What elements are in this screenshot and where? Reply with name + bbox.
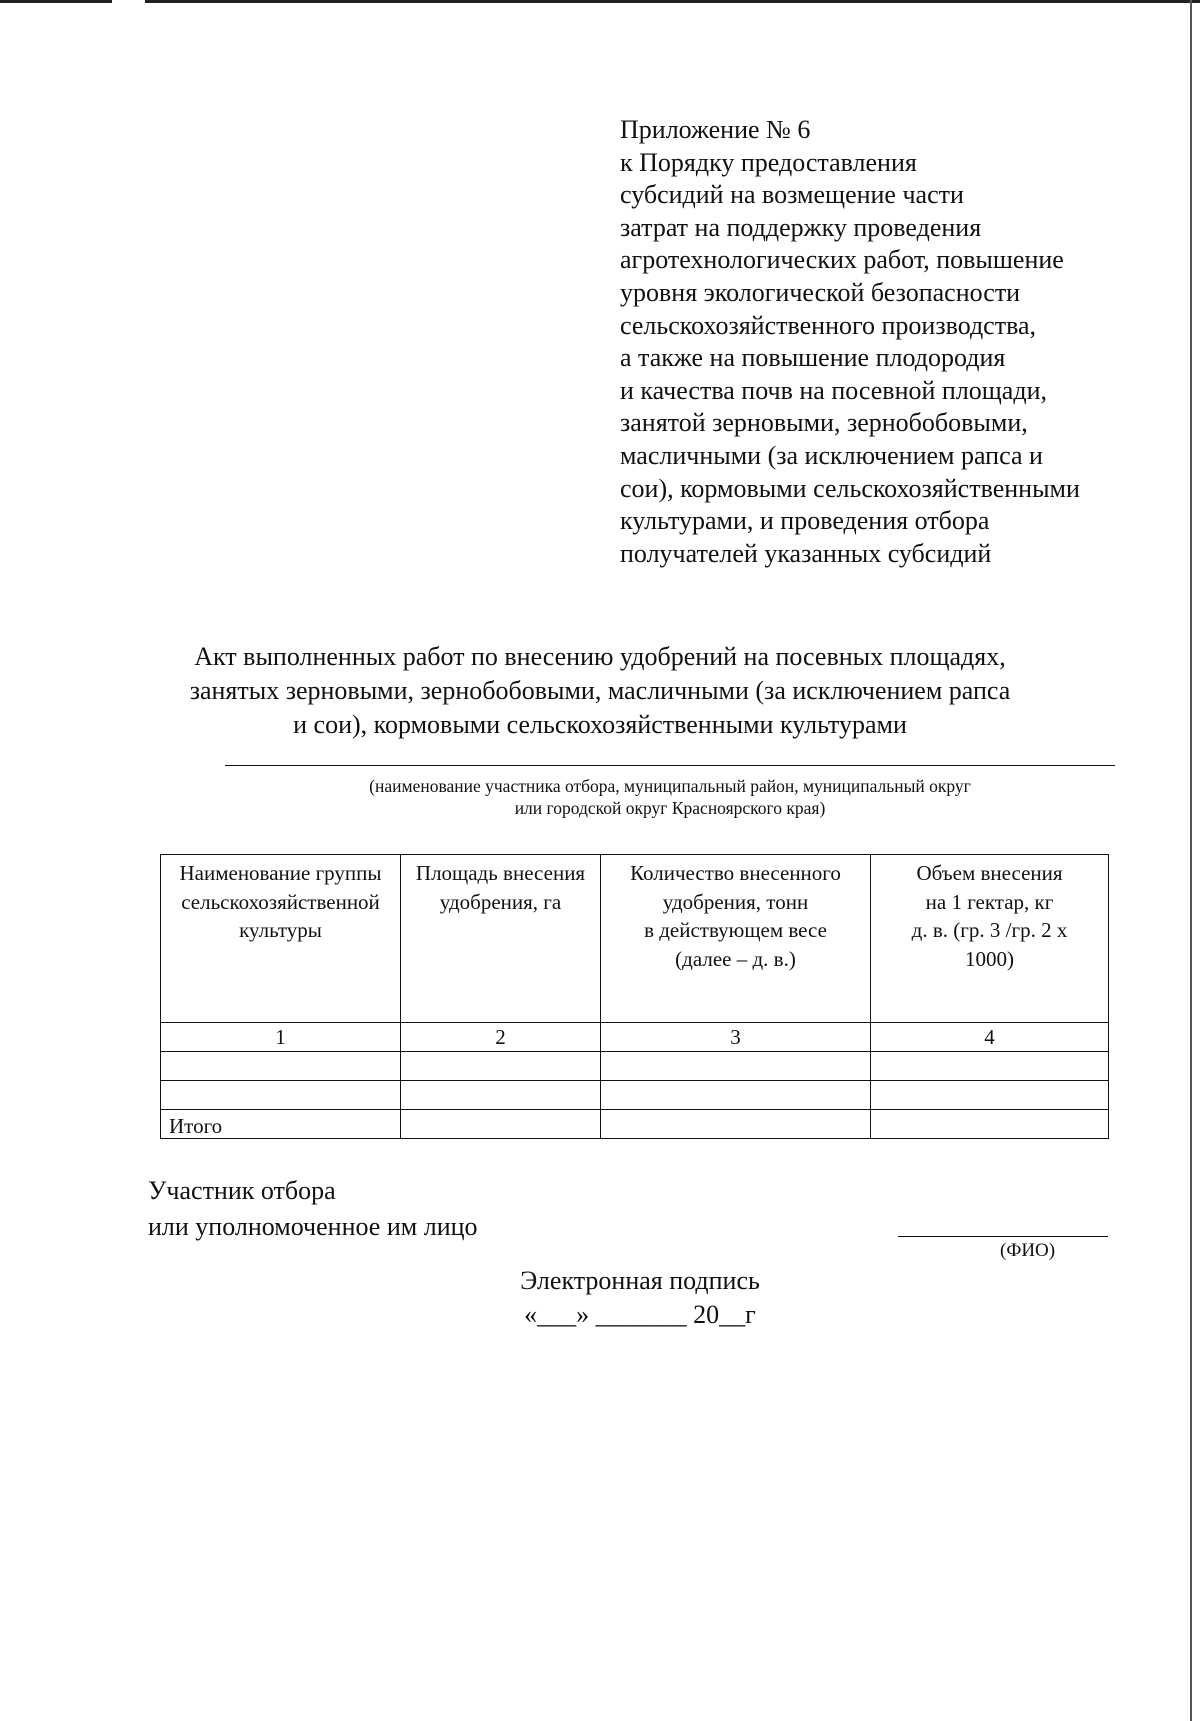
- title-line: и сои), кормовыми сельскохозяйственными культурами: [293, 710, 907, 739]
- annex-line: занятой зерновыми, зернобобовыми,: [620, 408, 1028, 438]
- table-cell[interactable]: [601, 1110, 871, 1139]
- header-line: (далее – д. в.): [675, 946, 796, 971]
- annex-line: Приложение № 6: [620, 115, 811, 144]
- annex-line: субсидий на возмещение части: [620, 180, 964, 210]
- title-line: Акт выполненных работ по внесению удобрений на посевных площадях,: [194, 642, 1006, 671]
- signer-line: Участник отбора: [148, 1176, 336, 1205]
- header-cell-quantity: [601, 855, 871, 1023]
- table-cell[interactable]: [601, 1081, 871, 1110]
- table-cell[interactable]: [401, 1081, 601, 1110]
- header-line: на 1 гектар, кг: [925, 889, 1054, 914]
- document-title: [120, 640, 1080, 742]
- annex-line: агротехнологических работ, повышение: [620, 245, 1064, 275]
- annex-line: масличными (за исключением рапса и: [620, 440, 1043, 470]
- table-header-row: [161, 855, 1109, 1023]
- header-line: в действующем весе: [644, 918, 827, 942]
- annex-line: культурами, и проведения отбора: [620, 506, 990, 536]
- fio-signature-line[interactable]: [898, 1236, 1108, 1237]
- header-cell-area: [401, 855, 601, 1023]
- table-row: [161, 1081, 1109, 1110]
- header-line: Наименование группы: [179, 861, 382, 885]
- signer-line: или уполномоченное им лицо: [148, 1212, 478, 1241]
- annex-line: получателей указанных субсидий: [620, 538, 992, 568]
- caption-line: или городской округ Красноярского края): [514, 798, 826, 818]
- header-line: Объем внесения: [916, 861, 1063, 885]
- header-line: Площадь внесения: [415, 861, 586, 885]
- header-line: д. в. (гр. 3 /гр. 2 х: [911, 918, 1068, 942]
- fertilizer-act-table: [160, 854, 1109, 1139]
- table-cell[interactable]: [871, 1081, 1109, 1110]
- scan-top-rule: [0, 0, 1200, 3]
- header-line: Количество внесенного: [630, 861, 841, 885]
- annex-line: и качества почв на посевной площади,: [620, 375, 1047, 405]
- header-line: удобрения, га: [439, 889, 562, 914]
- column-number: 3: [601, 1023, 871, 1052]
- annex-header: [620, 114, 1180, 570]
- participant-caption: [225, 775, 1115, 819]
- table-cell[interactable]: [871, 1052, 1109, 1081]
- title-line: занятых зерновыми, зернобобовыми, масличными (за исключением рапса: [189, 676, 1011, 705]
- header-cell-crop-group: [161, 855, 401, 1023]
- header-line: культуры: [239, 918, 322, 942]
- header-line: сельскохозяйственной: [181, 889, 380, 914]
- total-label: Итого: [161, 1110, 401, 1139]
- annex-line: к Порядку предоставления: [620, 147, 917, 177]
- annex-line: сои), кормовыми сельскохозяйственными: [620, 473, 1080, 503]
- table-cell[interactable]: [871, 1110, 1109, 1139]
- annex-line: сельскохозяйственного производства,: [620, 310, 1037, 340]
- table-cell[interactable]: [401, 1052, 601, 1081]
- column-number: 4: [871, 1023, 1109, 1052]
- total-row: [161, 1110, 1109, 1139]
- table-cell[interactable]: [161, 1052, 401, 1081]
- scan-right-edge: [1190, 0, 1192, 1721]
- header-cell-rate-per-hectare: [871, 855, 1109, 1023]
- table-cell[interactable]: [601, 1052, 871, 1081]
- caption-line: (наименование участника отбора, муниципальный район, муниципальный округ: [369, 776, 971, 796]
- column-number-row: [161, 1023, 1109, 1052]
- column-number: 1: [161, 1023, 401, 1052]
- annex-line: уровня экологической безопасности: [620, 277, 1021, 307]
- esign-label: Электронная подпись: [520, 1266, 760, 1295]
- signer-block: [148, 1173, 478, 1245]
- fio-label: (ФИО): [1000, 1240, 1056, 1261]
- participant-name-line: [225, 765, 1115, 766]
- table-cell[interactable]: [401, 1110, 601, 1139]
- electronic-signature-block: [490, 1264, 790, 1332]
- column-number: 2: [401, 1023, 601, 1052]
- header-line: 1000): [965, 946, 1014, 971]
- annex-line: затрат на поддержку проведения: [620, 212, 982, 242]
- annex-line: а также на повышение плодородия: [620, 343, 1006, 373]
- header-line: удобрения, тонн: [662, 889, 809, 914]
- table-cell[interactable]: [161, 1081, 401, 1110]
- table-row: [161, 1052, 1109, 1081]
- date-field[interactable]: «___» _______ 20__г: [524, 1300, 756, 1329]
